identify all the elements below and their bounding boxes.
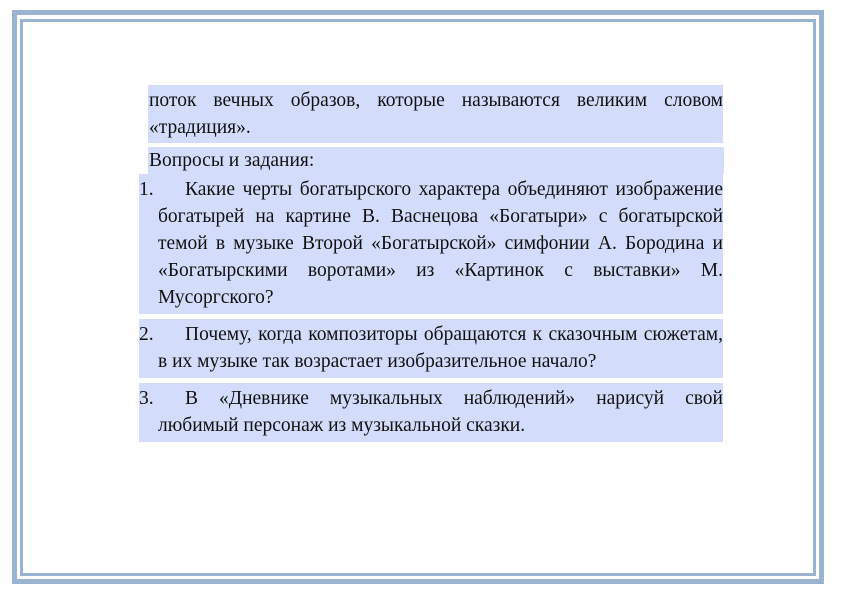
list-item-number: 2.	[139, 324, 154, 345]
tasks-heading-row	[139, 147, 723, 174]
list-item-text: Какие черты богатырского характера объединяют изображение богатырей на картине В. Васнецова «Богатыри» с богатырской темой в музыке Второй «Богатырской» симфонии А. Бородина и «Богатырскими воротами» из «Картинок с выставки» М. Мусоргского?	[158, 179, 723, 308]
list-item	[139, 174, 723, 314]
intro-block	[148, 85, 723, 143]
intro-paragraph: поток вечных образов, которые называются великим словом «традиция».	[149, 90, 723, 138]
list-item	[139, 319, 723, 378]
list-item-number: 3.	[139, 388, 154, 409]
list-item-text: Почему, когда композиторы обращаются к сказочным сюжетам, в их музыке так возрастает изобразительное начало?	[158, 324, 723, 372]
list-item-text: В «Дневнике музыкальных наблюдений» нарисуй свой любимый персонаж из музыкальной сказки.	[158, 388, 723, 436]
slide-text-body	[139, 85, 723, 442]
list-item-number: 1.	[139, 179, 154, 200]
tasks-heading: Вопросы и задания:	[148, 147, 724, 174]
list-item	[139, 383, 723, 442]
questions-list	[139, 174, 723, 442]
